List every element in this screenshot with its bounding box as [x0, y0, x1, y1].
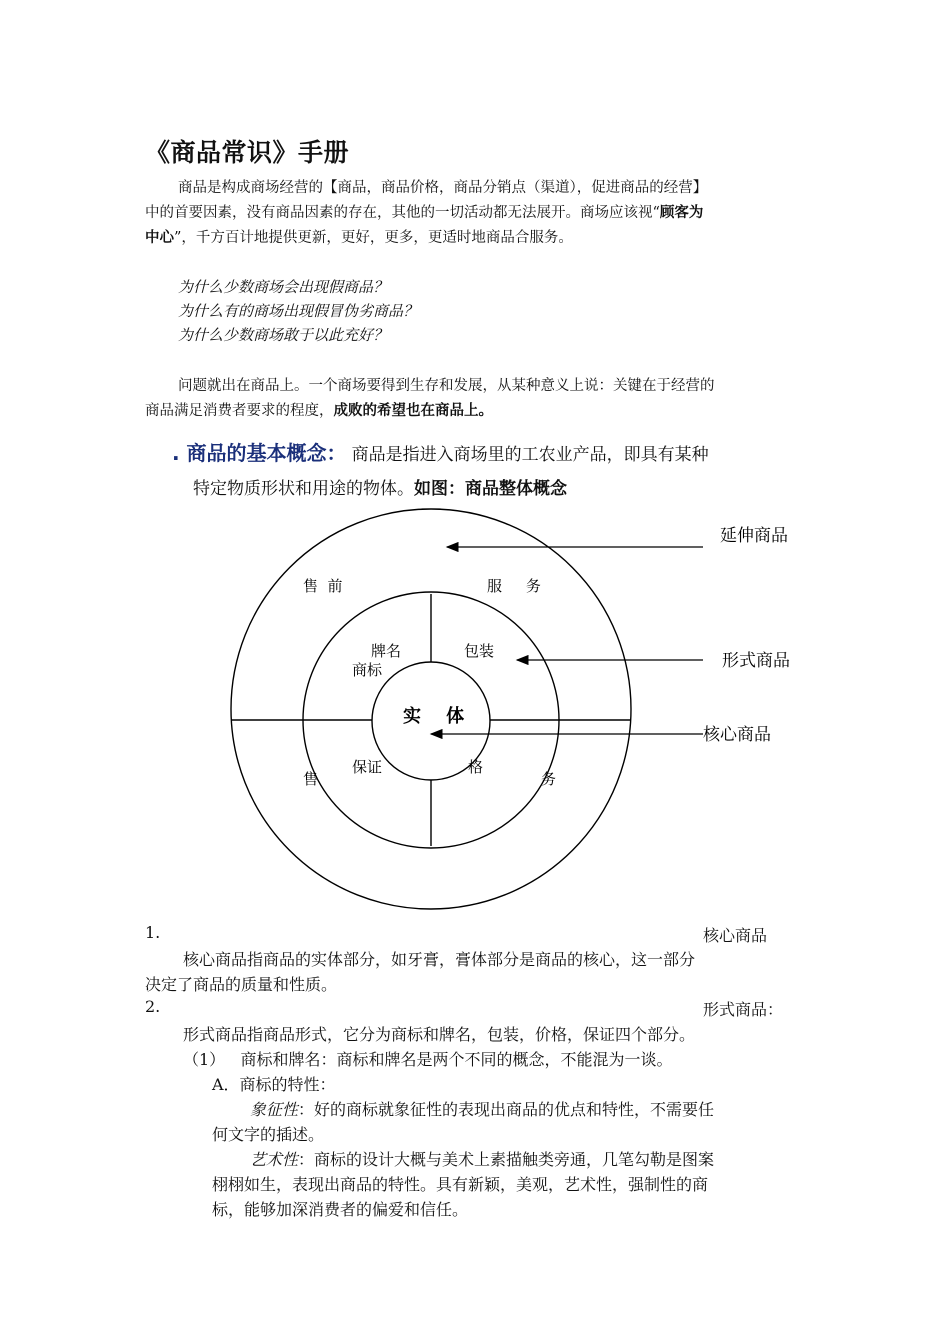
question-item: 为什么有的商场出现假冒伪劣商品？: [178, 302, 419, 320]
intro-line: 商品是构成商场经营的【商品，商品价格，商品分销点（渠道），促进商品的经营】: [178, 180, 708, 196]
intro-line: 中的首要因素，没有商品因素的存在，其他的一切活动都无法展开。商场应该视“顾客为: [145, 204, 704, 221]
middle-package: 包装: [464, 642, 495, 660]
item-label: 形式商品：: [703, 1000, 784, 1019]
page-title: 《商品常识》手册: [145, 138, 350, 167]
outer-top-right: 服 务: [487, 577, 541, 595]
artistry-line: 艺术性：商标的设计大概与美术上素描触类旁通，几笔勾勒是图案: [250, 1150, 715, 1169]
sub-item: （1） 商标和牌名：商标和牌名是两个不同的概念，不能混为一谈。: [183, 1050, 673, 1069]
sub-sub-item: A．商标的特性：: [212, 1075, 336, 1094]
item-number: 2.: [145, 997, 161, 1016]
outer-top-left: 售 前: [303, 577, 343, 595]
label-core-product: 核心商品: [703, 725, 771, 745]
middle-price: 格: [468, 758, 484, 776]
symbolism-line: 象征性：好的商标就象征性的表现出商品的优点和特性，不需要任: [250, 1100, 715, 1119]
item-label: 核心商品: [703, 926, 768, 945]
section-heading: . 商品的基本概念：: [172, 441, 347, 465]
middle-guarantee: 保证: [352, 758, 383, 776]
item-number: 1.: [145, 923, 161, 942]
artistry-line: 标，能够加深消费者的偏爱和信任。: [212, 1200, 469, 1219]
problem-line: 问题就出在商品上。一个商场要得到生存和发展，从某种意义上说：关键在于经营的: [178, 378, 715, 394]
artistry-line: 栩栩如生，表现出商品的特性。具有新颖，美观，艺术性，强制性的商: [212, 1175, 709, 1194]
middle-trademark: 商标: [352, 661, 383, 679]
question-item: 为什么少数商场敢于以此充好？: [178, 326, 389, 344]
item-text: 决定了商品的质量和性质。: [145, 975, 338, 994]
label-extended-product: 延伸商品: [720, 526, 788, 546]
item-text: 形式商品指商品形式，它分为商标和牌名，包装，价格，保证四个部分。: [183, 1025, 696, 1044]
figure-caption: 如图：商品整体概念: [414, 479, 567, 499]
middle-brand: 牌名: [371, 642, 402, 660]
intro-line: 中心”，千方百计地提供更新，更好，更多，更适时地商品合服务。: [145, 229, 573, 246]
outer-bottom-right: 务: [541, 770, 557, 788]
core-entity: 实 体: [403, 706, 465, 727]
symbolism-line: 何文字的插述。: [212, 1125, 325, 1144]
label-formal-product: 形式商品: [722, 651, 790, 671]
question-item: 为什么少数商场会出现假商品？: [178, 278, 389, 296]
section-text-line: 特定物质形状和用途的物体。如图：商品整体概念: [193, 479, 567, 499]
problem-line: 商品满足消费者要求的程度，成败的希望也在商品上。: [145, 402, 493, 419]
outer-bottom-left: 售: [303, 770, 319, 788]
item-text: 核心商品指商品的实体部分，如牙膏，膏体部分是商品的核心，这一部分: [183, 950, 696, 969]
section-text: 商品是指进入商场里的工农业产品，即具有某种: [351, 445, 709, 465]
